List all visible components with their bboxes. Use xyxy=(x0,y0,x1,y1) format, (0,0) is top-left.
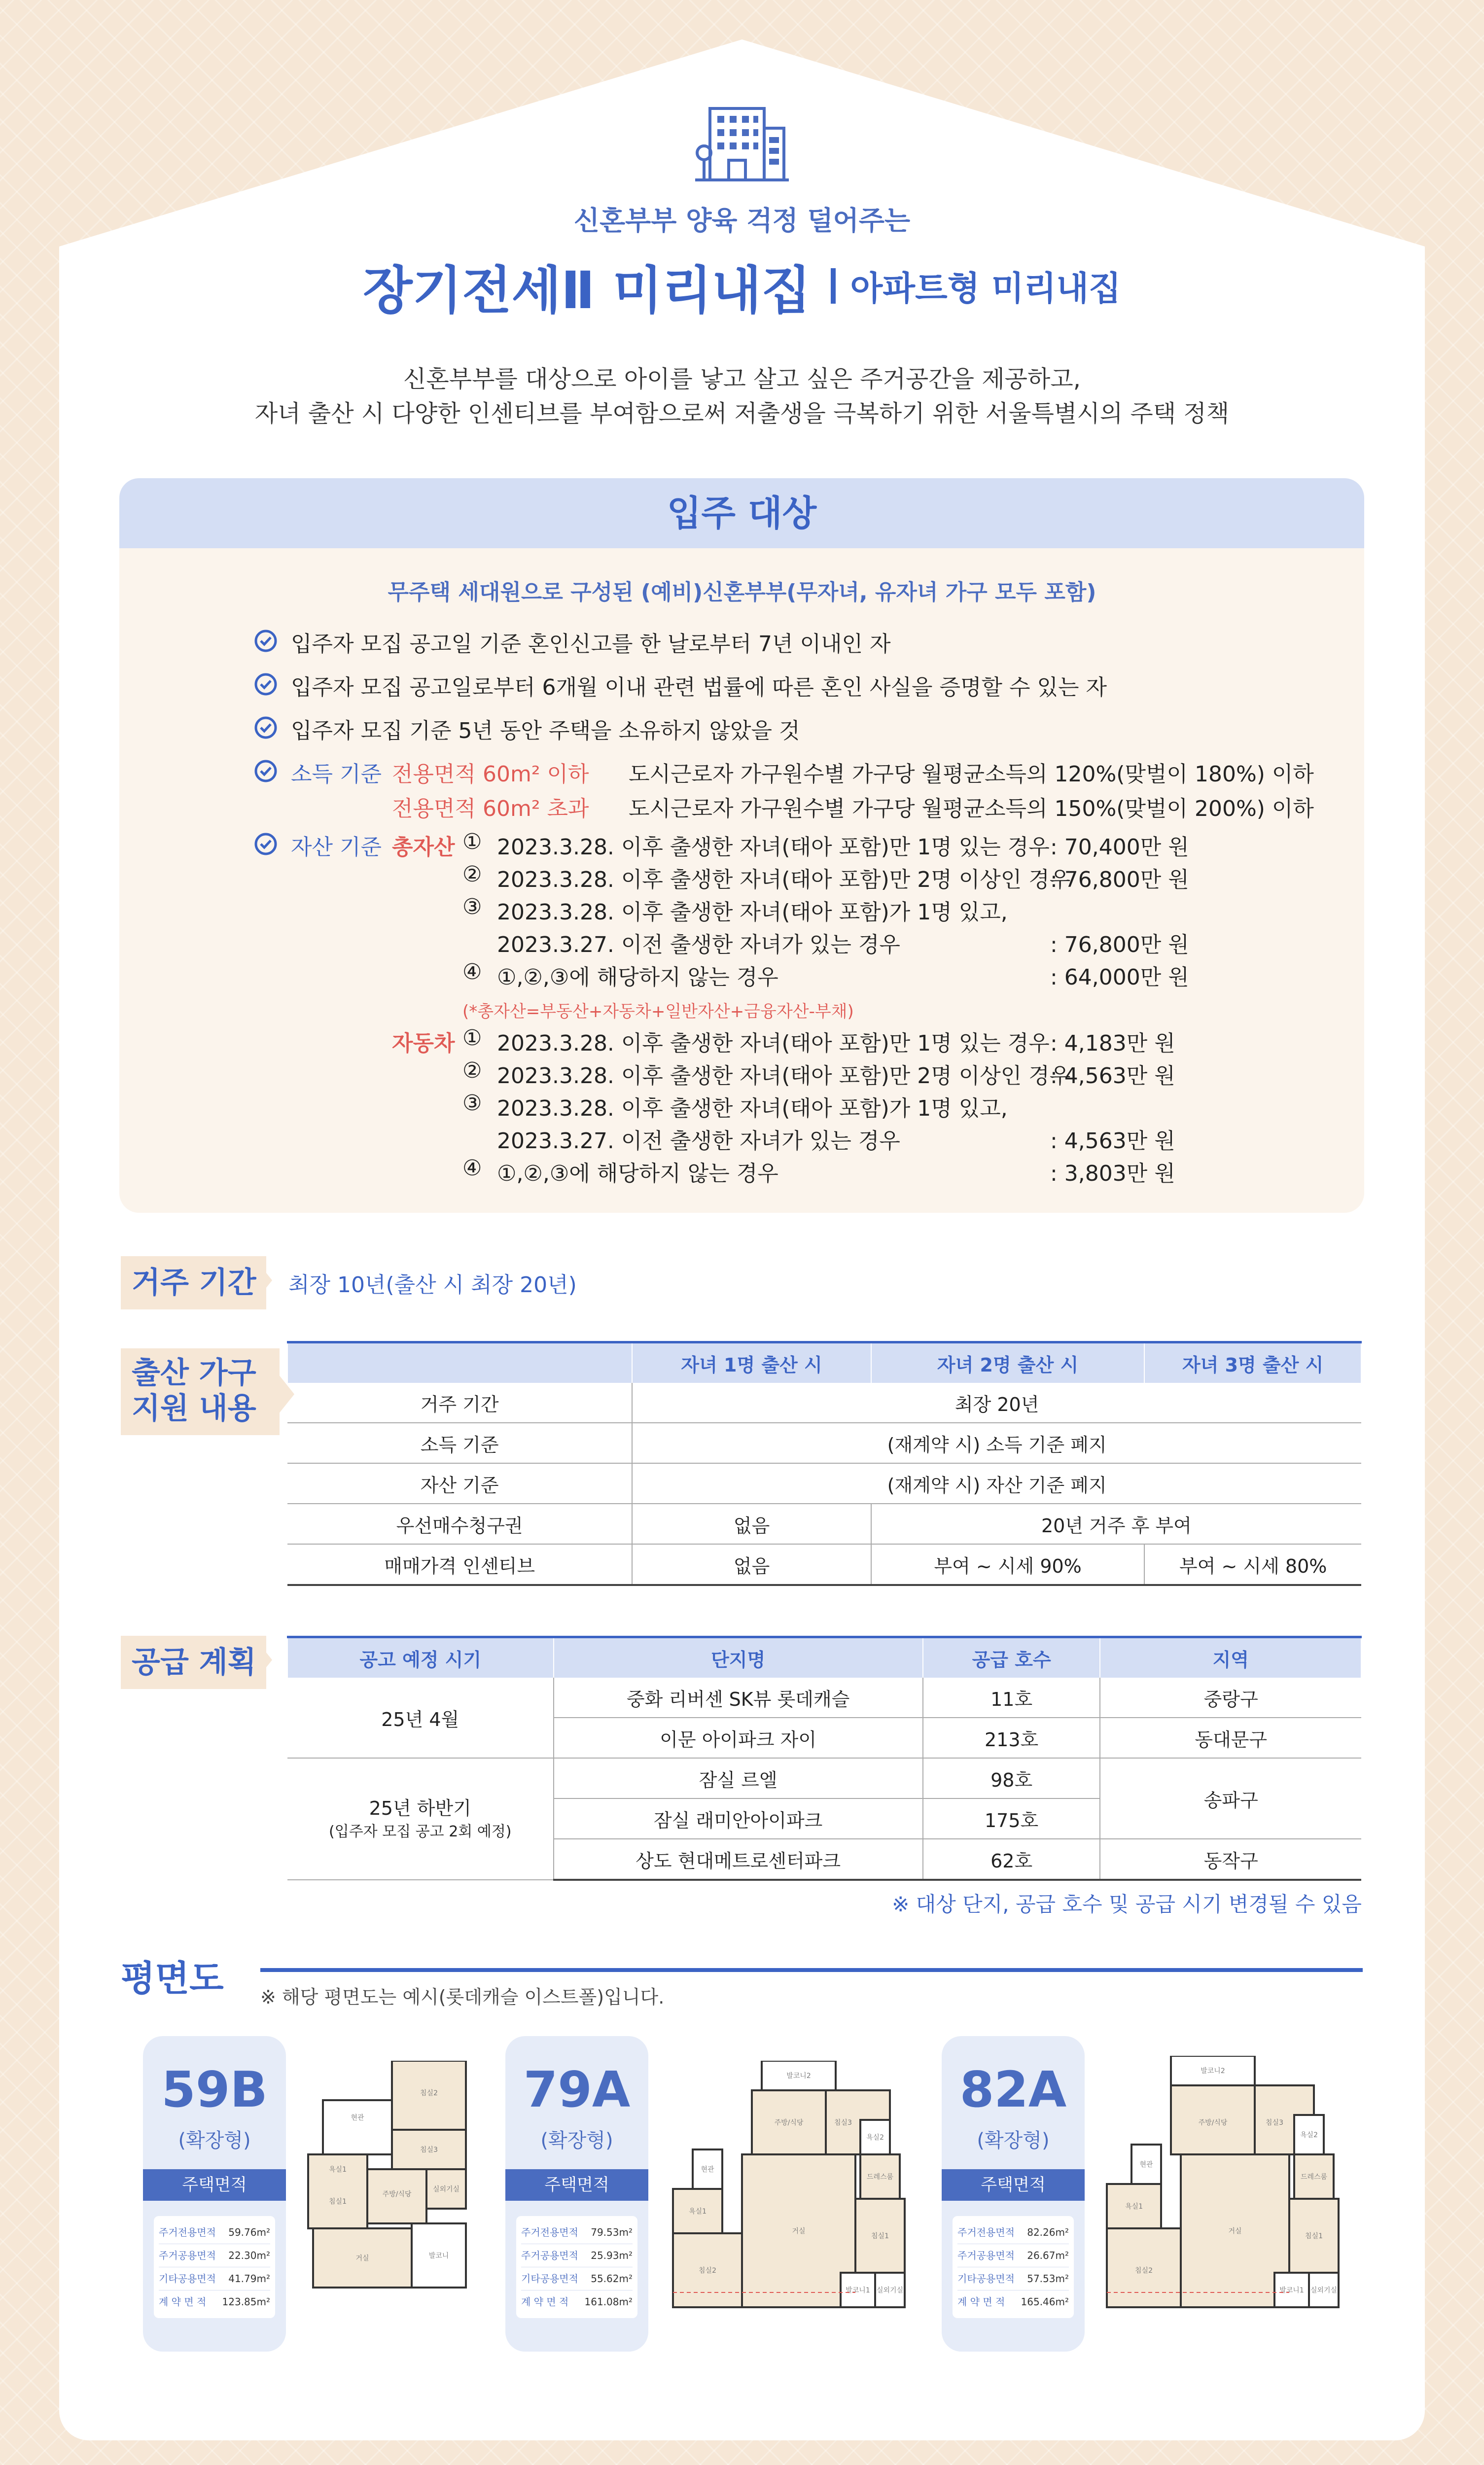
title-row xyxy=(0,249,1484,323)
residence-text: 최장 10년(출산 시 최장 20년) xyxy=(288,1272,577,1298)
car-text-2: 2023.3.28. 이후 출생한 자녀(태아 포함)만 2명 이상인 경우 xyxy=(497,1063,1071,1089)
page-subtitle: 신혼부부 양육 걱정 덜어주는 xyxy=(573,205,911,236)
table-row xyxy=(287,1504,1361,1544)
area-value: 57.53m² xyxy=(1027,2273,1069,2285)
total-text-3b: 2023.3.27. 이전 출생한 자녀가 있는 경우 xyxy=(497,932,900,957)
support-row-name: 자산 기준 xyxy=(287,1463,632,1504)
total-value-2: : 76,800만 원 xyxy=(1050,867,1189,892)
area-row xyxy=(957,2290,1069,2313)
unit-kind: (확장형) xyxy=(977,2129,1050,2152)
room-label: 침실1 xyxy=(329,2198,347,2206)
room-label: 침실1 xyxy=(871,2232,889,2240)
supply-complex: 상도 현대메트로센터파크 xyxy=(554,1839,923,1880)
supply-period-2-note: (입주자 모집 공고 2회 예정) xyxy=(329,1823,512,1841)
area-row xyxy=(957,2244,1069,2267)
room-label: 현관 xyxy=(701,2166,714,2174)
eligibility-item-1: 입주자 모집 공고일 기준 혼인신고를 한 날로부터 7년 이내인 자 xyxy=(291,632,891,657)
support-row-value: 없음 xyxy=(632,1504,871,1544)
car-text-4: ①,②,③에 해당하지 않는 경우 xyxy=(497,1161,778,1186)
room-label: 실외기실 xyxy=(1310,2287,1338,2294)
floorplan-note: ※ 해당 평면도는 예시(롯데캐슬 이스트폴)입니다. xyxy=(260,1986,665,2008)
assets-label: 자산 기준 xyxy=(291,835,382,860)
total-text-1: 2023.3.28. 이후 출생한 자녀(태아 포함)만 1명 있는 경우 xyxy=(497,835,1050,860)
floorplan-82a xyxy=(1097,2056,1343,2317)
total-text-2: 2023.3.28. 이후 출생한 자녀(태아 포함)만 2명 이상인 경우 xyxy=(497,867,1071,892)
area-row xyxy=(521,2244,633,2267)
check-circle-icon xyxy=(254,832,278,856)
support-row-value: 최장 20년 xyxy=(632,1383,1361,1423)
room-label: 욕실1 xyxy=(689,2208,707,2216)
support-label xyxy=(121,1348,280,1435)
room-label: 거실 xyxy=(355,2254,369,2262)
eligibility-lead: 무주택 세대원으로 구성된 (예비)신혼부부(무자녀, 유자녀 가구 모두 포함) xyxy=(388,580,1096,605)
support-header-1child: 자녀 1명 출산 시 xyxy=(632,1342,871,1383)
support-header-row xyxy=(287,1342,1361,1383)
income-area-2: 전용면적 60m² 초과 xyxy=(392,796,589,821)
support-row-value: 부여 ~ 시세 90% xyxy=(871,1544,1145,1585)
support-row-value: 부여 ~ 시세 80% xyxy=(1144,1544,1361,1585)
support-row-name: 거주 기간 xyxy=(287,1383,632,1423)
room-label: 현관 xyxy=(351,2114,364,2122)
room-label: 침실3 xyxy=(1266,2119,1283,2127)
total-value-3: : 76,800만 원 xyxy=(1050,932,1189,957)
supply-region: 중랑구 xyxy=(1100,1678,1361,1718)
room-label: 욕실2 xyxy=(866,2134,884,2142)
total-num-1: ① xyxy=(462,829,482,854)
total-num-3: ③ xyxy=(462,894,482,919)
income-area-1: 전용면적 60m² 이하 xyxy=(392,762,589,787)
area-value: 41.79m² xyxy=(228,2273,270,2285)
supply-units: 62호 xyxy=(923,1839,1100,1880)
check-circle-icon xyxy=(254,716,278,740)
room-label: 주방/식당 xyxy=(382,2190,412,2198)
room-label: 침실2 xyxy=(699,2267,716,2275)
total-text-4: ①,②,③에 해당하지 않는 경우 xyxy=(497,965,778,990)
table-row xyxy=(287,1758,1361,1798)
area-label: 기타공용면적 xyxy=(521,2273,578,2285)
room-label: 발코니1 xyxy=(846,2287,870,2294)
area-value: 25.93m² xyxy=(591,2250,633,2261)
area-label: 기타공용면적 xyxy=(159,2273,216,2285)
income-label: 소득 기준 xyxy=(291,762,382,787)
support-row-value: 없음 xyxy=(632,1544,871,1585)
check-circle-icon xyxy=(254,759,278,783)
unit-card-59b xyxy=(143,2036,286,2352)
supply-units: 213호 xyxy=(923,1718,1100,1758)
room-label: 욕실1 xyxy=(329,2166,347,2174)
room-label: 발코니2 xyxy=(1201,2067,1225,2075)
supply-complex: 이문 아이파크 자이 xyxy=(554,1718,923,1758)
area-value: 82.26m² xyxy=(1027,2226,1069,2238)
supply-complex: 잠실 래미안아이파크 xyxy=(554,1798,923,1839)
area-label: 주거전용면적 xyxy=(521,2226,578,2238)
room-label: 침실2 xyxy=(1135,2267,1153,2275)
supply-complex: 잠실 르엘 xyxy=(554,1758,923,1798)
area-label: 기타공용면적 xyxy=(957,2273,1015,2285)
area-label: 계 약 면 적 xyxy=(957,2296,1005,2308)
room-label: 거실 xyxy=(1228,2227,1242,2235)
table-row xyxy=(287,1463,1361,1504)
area-label: 계 약 면 적 xyxy=(159,2296,207,2308)
room-label: 드레스룸 xyxy=(866,2173,894,2181)
total-value-4: : 64,000만 원 xyxy=(1050,965,1189,990)
intro-line-2: 자녀 출산 시 다양한 인센티브를 부여함으로써 저출생을 극복하기 위한 서울특별시의 주택 정책 xyxy=(254,400,1230,427)
supply-region: 동대문구 xyxy=(1100,1718,1361,1758)
car-num-3: ③ xyxy=(462,1091,482,1116)
unit-type: 59B xyxy=(161,2061,268,2118)
page-title: 장기전세Ⅱ 미리내집 xyxy=(363,260,811,320)
check-circle-icon xyxy=(254,672,278,696)
unit-card-79a xyxy=(505,2036,648,2352)
area-row xyxy=(521,2290,633,2313)
room-label: 발코니2 xyxy=(786,2072,811,2080)
area-list xyxy=(953,2216,1074,2318)
table-row xyxy=(287,1383,1361,1423)
supply-complex: 중화 리버센 SK뷰 롯데캐슬 xyxy=(554,1678,923,1718)
area-value: 123.85m² xyxy=(222,2296,270,2308)
unit-kind: (확장형) xyxy=(540,2129,613,2152)
area-row xyxy=(521,2221,633,2244)
total-assets-label: 총자산 xyxy=(392,835,455,860)
area-row xyxy=(521,2267,633,2290)
car-num-4: ④ xyxy=(462,1156,482,1181)
area-row xyxy=(159,2290,270,2313)
support-header-blank xyxy=(287,1342,632,1383)
room-label: 침실3 xyxy=(420,2146,438,2154)
car-text-3b: 2023.3.27. 이전 출생한 자녀가 있는 경우 xyxy=(497,1128,900,1154)
area-value: 55.62m² xyxy=(591,2273,633,2285)
support-row-value: 20년 거주 후 부여 xyxy=(871,1504,1361,1544)
area-row xyxy=(957,2221,1069,2244)
car-num-1: ① xyxy=(462,1025,482,1051)
area-row xyxy=(159,2267,270,2290)
car-num-2: ② xyxy=(462,1058,482,1083)
building-icon xyxy=(695,99,789,182)
eligibility-heading: 입주 대상 xyxy=(119,478,1364,548)
table-row xyxy=(287,1678,1361,1718)
label-pointer xyxy=(256,1640,272,1680)
area-list xyxy=(154,2216,275,2318)
supply-label: 공급 계획 xyxy=(121,1636,266,1689)
total-text-3: 2023.3.28. 이후 출생한 자녀(태아 포함)가 1명 있고, xyxy=(497,900,1008,925)
area-band: 주택면적 xyxy=(942,2169,1085,2201)
table-row xyxy=(287,1544,1361,1585)
total-assets-note: (*총자산=부동산+자동차+일반자산+금융자산-부채) xyxy=(462,1002,854,1021)
total-num-4: ④ xyxy=(462,959,482,985)
area-label: 계 약 면 적 xyxy=(521,2296,569,2308)
eligibility-item-3: 입주자 모집 기준 5년 동안 주택을 소유하지 않았을 것 xyxy=(291,718,800,743)
car-assets-label: 자동차 xyxy=(392,1031,455,1056)
total-value-1: : 70,400만 원 xyxy=(1050,835,1189,860)
supply-header-period: 공고 예정 시기 xyxy=(287,1637,554,1678)
room-label: 현관 xyxy=(1139,2161,1153,2169)
car-text-3: 2023.3.28. 이후 출생한 자녀(태아 포함)가 1명 있고, xyxy=(497,1096,1008,1121)
room-label: 욕실2 xyxy=(1300,2131,1318,2139)
area-value: 22.30m² xyxy=(228,2250,270,2261)
support-label-line2: 지원 내용 xyxy=(132,1391,256,1426)
unit-type: 79A xyxy=(523,2061,631,2118)
room-label: 침실1 xyxy=(1305,2232,1323,2240)
area-label: 주거공용면적 xyxy=(521,2250,578,2261)
area-band: 주택면적 xyxy=(505,2169,648,2201)
supply-note: ※ 대상 단지, 공급 호수 및 공급 시기 변경될 수 있음 xyxy=(892,1892,1362,1916)
supply-header-region: 지역 xyxy=(1100,1637,1361,1678)
room-label: 침실2 xyxy=(420,2089,438,2097)
title-separator xyxy=(831,268,836,304)
support-row-value: (재계약 시) 소득 기준 폐지 xyxy=(632,1423,1361,1463)
area-label: 주거공용면적 xyxy=(957,2250,1015,2261)
area-row xyxy=(957,2267,1069,2290)
car-value-3: : 4,563만 원 xyxy=(1050,1128,1175,1154)
room-label: 실외기실 xyxy=(432,2185,460,2193)
supply-header-row xyxy=(287,1637,1361,1678)
support-row-name: 우선매수청구권 xyxy=(287,1504,632,1544)
support-table xyxy=(287,1341,1362,1586)
floorplan-59b xyxy=(298,2061,476,2292)
area-value: 59.76m² xyxy=(228,2226,270,2238)
area-list xyxy=(516,2216,637,2318)
supply-period-2 xyxy=(287,1758,554,1880)
area-value: 26.67m² xyxy=(1027,2250,1069,2261)
supply-region: 송파구 xyxy=(1100,1758,1361,1839)
supply-table xyxy=(287,1636,1362,1881)
area-value: 165.46m² xyxy=(1021,2296,1069,2308)
unit-card-82a xyxy=(942,2036,1085,2352)
floorplan-79a xyxy=(663,2061,910,2317)
car-text-1: 2023.3.28. 이후 출생한 자녀(태아 포함)만 1명 있는 경우 xyxy=(497,1031,1050,1056)
area-value: 79.53m² xyxy=(591,2226,633,2238)
room-label: 드레스룸 xyxy=(1300,2173,1328,2181)
car-value-1: : 4,183만 원 xyxy=(1050,1031,1175,1056)
car-value-2: : 4,563만 원 xyxy=(1050,1063,1175,1089)
room-label: 욕실1 xyxy=(1125,2203,1143,2211)
supply-units: 98호 xyxy=(923,1758,1100,1798)
room-label: 주방/식당 xyxy=(774,2119,804,2127)
unit-type: 82A xyxy=(959,2061,1067,2118)
area-label: 주거전용면적 xyxy=(159,2226,216,2238)
unit-kind: (확장형) xyxy=(178,2129,251,2152)
supply-period-2-main: 25년 하반기 xyxy=(369,1797,471,1819)
income-text-1: 도시근로자 가구원수별 가구당 월평균소득의 120%(맞벌이 180%) 이하 xyxy=(629,762,1314,787)
income-text-2: 도시근로자 가구원수별 가구당 월평균소득의 150%(맞벌이 200%) 이하 xyxy=(629,796,1314,821)
floorplan-divider xyxy=(260,1968,1363,1972)
area-value: 161.08m² xyxy=(584,2296,633,2308)
area-band: 주택면적 xyxy=(143,2169,286,2201)
area-row xyxy=(159,2244,270,2267)
area-label: 주거전용면적 xyxy=(957,2226,1015,2238)
support-row-name: 소득 기준 xyxy=(287,1423,632,1463)
intro-line-1: 신혼부부를 대상으로 아이를 낳고 살고 싶은 주거공간을 제공하고, xyxy=(403,365,1081,393)
area-label: 주거공용면적 xyxy=(159,2250,216,2261)
residence-label: 거주 기간 xyxy=(121,1256,266,1309)
check-circle-icon xyxy=(254,629,278,653)
room-label: 발코니 xyxy=(428,2252,449,2260)
page-title-suffix: 아파트형 미리내집 xyxy=(850,269,1121,309)
supply-period: 25년 4월 xyxy=(287,1678,554,1758)
room-label: 주방/식당 xyxy=(1198,2119,1228,2127)
supply-header-units: 공급 호수 xyxy=(923,1637,1100,1678)
table-row xyxy=(287,1423,1361,1463)
total-num-2: ② xyxy=(462,862,482,887)
floorplan-title: 평면도 xyxy=(121,1958,224,1999)
room-label: 실외기실 xyxy=(876,2287,904,2294)
support-row-value: (재계약 시) 자산 기준 폐지 xyxy=(632,1463,1361,1504)
area-row xyxy=(159,2221,270,2244)
support-label-line1: 출산 가구 xyxy=(132,1356,256,1390)
supply-header-complex: 단지명 xyxy=(554,1637,923,1678)
car-value-4: : 3,803만 원 xyxy=(1050,1161,1175,1186)
label-pointer xyxy=(256,1261,272,1300)
support-header-2children: 자녀 2명 출산 시 xyxy=(871,1342,1145,1383)
support-header-3children: 자녀 3명 출산 시 xyxy=(1144,1342,1361,1383)
room-label: 침실3 xyxy=(834,2119,852,2127)
room-label: 거실 xyxy=(792,2227,806,2235)
supply-units: 175호 xyxy=(923,1798,1100,1839)
eligibility-item-2: 입주자 모집 공고일로부터 6개월 이내 관련 법률에 따른 혼인 사실을 증명할 수 있는 자 xyxy=(291,675,1107,700)
room-label: 발코니1 xyxy=(1279,2287,1304,2294)
supply-region: 동작구 xyxy=(1100,1839,1361,1880)
supply-units: 11호 xyxy=(923,1678,1100,1718)
support-row-name: 매매가격 인센티브 xyxy=(287,1544,632,1585)
